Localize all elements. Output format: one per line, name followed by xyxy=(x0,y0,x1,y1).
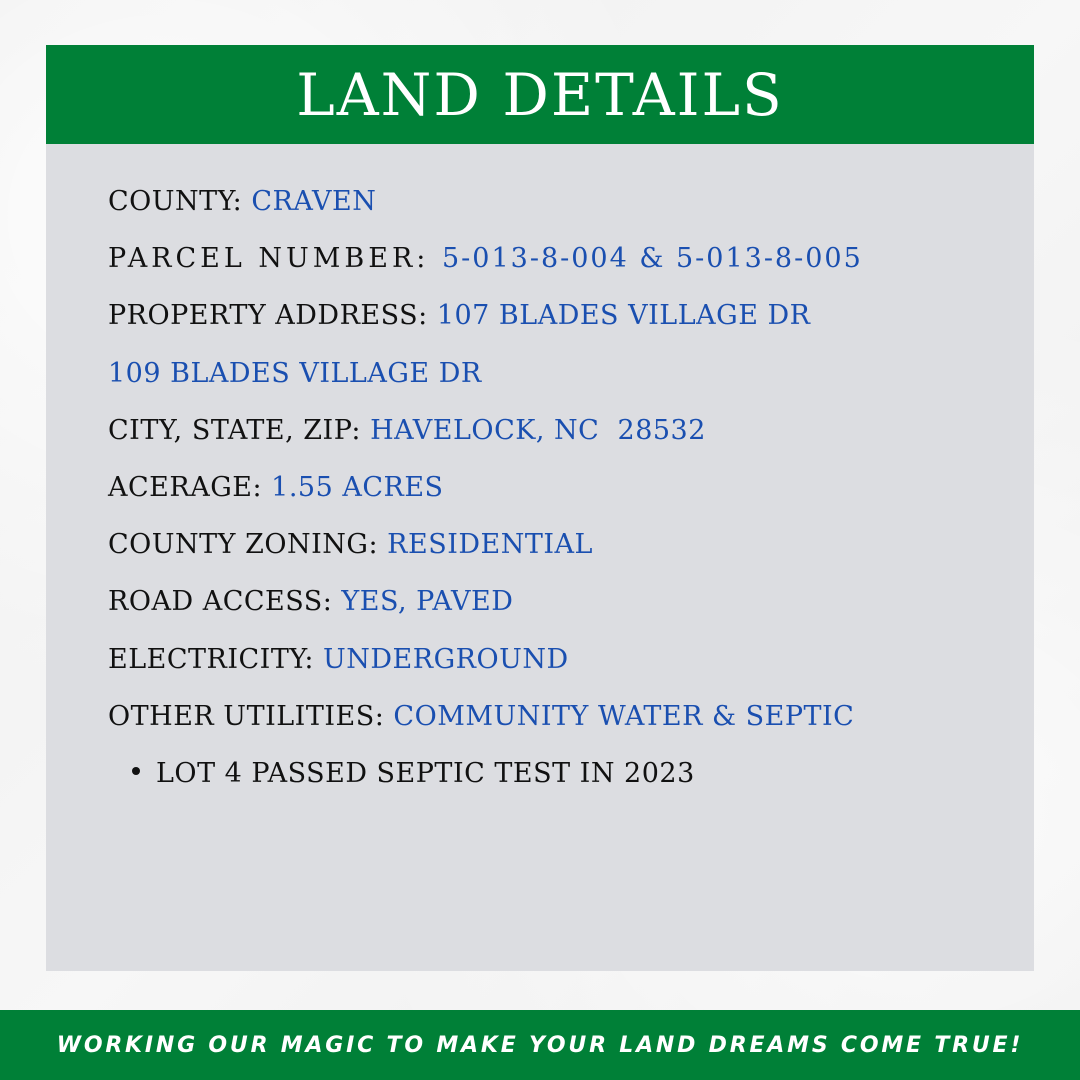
detail-row-county-zoning xyxy=(108,525,1014,582)
detail-row-electricity xyxy=(108,640,1014,697)
detail-label: OTHER UTILITIES: xyxy=(108,700,394,732)
detail-row-road-access xyxy=(108,582,1014,639)
bullet-dot-icon xyxy=(132,767,140,775)
septic-note-text: LOT 4 PASSED SEPTIC TEST IN 2023 xyxy=(156,757,695,789)
detail-row-city-state-zip xyxy=(108,411,1014,468)
detail-value: 107 BLADES VILLAGE DR xyxy=(436,300,811,332)
detail-value: 5-013-8-004 & 5-013-8-005 xyxy=(441,243,863,275)
detail-value: RESIDENTIAL xyxy=(387,529,593,561)
detail-label: PARCEL NUMBER: xyxy=(108,243,442,275)
detail-label: COUNTY: xyxy=(108,186,252,217)
detail-value: 1.55 ACRES xyxy=(271,471,444,503)
detail-label: CITY, STATE, ZIP: xyxy=(108,414,371,446)
details-list xyxy=(108,182,1014,811)
detail-value: HAVELOCK, NC 28532 xyxy=(370,414,706,446)
detail-label: ROAD ACCESS: xyxy=(108,586,342,618)
septic-note-bullet xyxy=(108,754,1014,811)
detail-row-property-address xyxy=(108,296,1014,353)
land-details-card xyxy=(46,45,1034,971)
card-header xyxy=(46,45,1034,144)
detail-label: ACERAGE: xyxy=(108,471,272,503)
detail-row-property-address-2 xyxy=(108,354,1014,411)
page-title: LAND DETAILS xyxy=(296,60,784,129)
detail-label: COUNTY ZONING: xyxy=(108,529,388,561)
detail-value: 109 BLADES VILLAGE DR xyxy=(108,357,482,389)
detail-value: YES, PAVED xyxy=(341,586,514,618)
footer-tagline: WORKING OUR MAGIC TO MAKE YOUR LAND DREAMS COME TRUE! xyxy=(56,1032,1024,1058)
detail-row-parcel-number xyxy=(108,239,1014,296)
detail-label: PROPERTY ADDRESS: xyxy=(108,300,437,332)
detail-row-acerage xyxy=(108,468,1014,525)
detail-value: COMMUNITY WATER & SEPTIC xyxy=(393,700,855,732)
detail-row-other-utilities xyxy=(108,697,1014,754)
detail-value: CRAVEN xyxy=(251,186,377,217)
detail-value: UNDERGROUND xyxy=(323,643,569,675)
detail-row-county xyxy=(108,182,1014,239)
detail-label: ELECTRICITY: xyxy=(108,643,324,675)
footer-banner xyxy=(0,1010,1080,1080)
